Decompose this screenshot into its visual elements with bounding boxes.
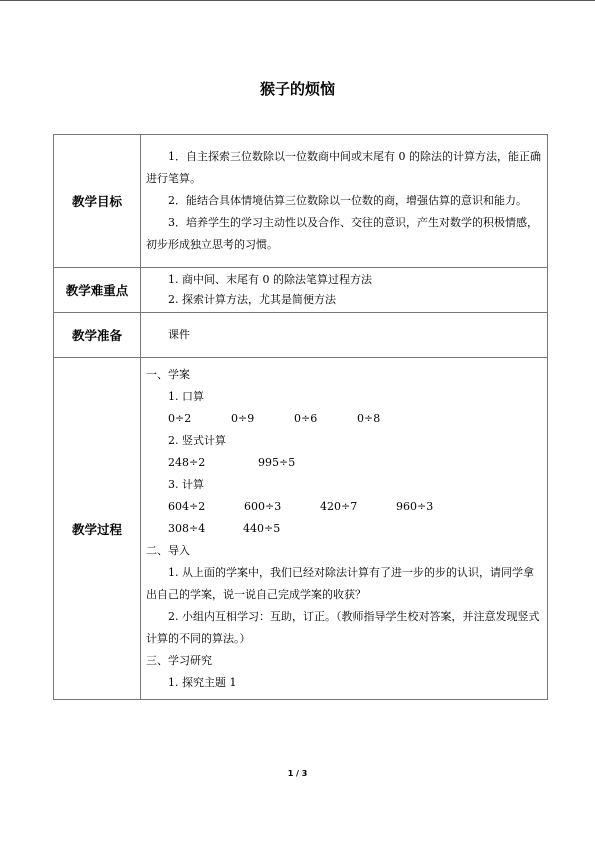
exercise-item: 440÷5: [243, 521, 281, 535]
oral-row: [146, 408, 543, 430]
key-point-item: 2. 探索计算方法，尤其是简便方法: [168, 293, 336, 306]
header-rule: [0, 0, 595, 1]
exercise-item: 995÷5: [258, 455, 296, 469]
table-row-process: [54, 358, 548, 700]
calc-row: [146, 518, 543, 540]
study-item: 1. 探究主题 1: [168, 675, 237, 689]
table-row-goals: [54, 135, 548, 268]
goal-item: 2．能结合具体情境估算三位数除以一位数的商，增强估算的意识和能力。: [168, 194, 527, 207]
exercise-item: 308÷4: [168, 521, 206, 535]
calc-row: [146, 496, 543, 518]
process-content: [141, 358, 548, 700]
intro-paragraph: 1. 从上面的学案中，我们已经对除法计算有了进一步的步的认识，请同学拿出自己的学案，说一说自己完成学案的收获？: [146, 565, 534, 601]
preparation-text: 课件: [168, 328, 190, 341]
key-points-label: 教学难重点: [54, 268, 141, 313]
exercise-item: 960÷3: [396, 499, 434, 513]
section-heading: 二、导入: [146, 543, 190, 557]
page-number: 1 / 3: [287, 769, 308, 778]
key-point-item: 1. 商中间、末尾有 0 的除法笔算过程方法: [168, 273, 372, 286]
lesson-plan-table: [53, 134, 548, 700]
exercise-item: 0÷9: [231, 411, 255, 425]
process-label: 教学过程: [54, 358, 141, 700]
preparation-label: 教学准备: [54, 313, 141, 358]
exercise-item: 600÷3: [244, 499, 282, 513]
preparation-content: [141, 313, 548, 358]
subsection-heading: 2. 竖式计算: [168, 433, 226, 447]
subsection-heading: 3. 计算: [168, 477, 204, 491]
exercise-item: 0÷8: [357, 411, 381, 425]
subsection-heading: 1. 口算: [168, 389, 204, 403]
goals-content: [141, 135, 548, 268]
exercise-item: 420÷7: [320, 499, 358, 513]
goal-item: 1．自主探索三位数除以一位数商中间或末尾有 0 的除法的计算方法，能正确进行笔算。: [146, 150, 541, 185]
exercise-item: 248÷2: [168, 455, 206, 469]
section-heading: 一、学案: [146, 367, 190, 381]
exercise-item: 0÷6: [294, 411, 318, 425]
section-heading: 三、学习研究: [146, 653, 212, 667]
goals-label: 教学目标: [54, 135, 141, 268]
key-points-content: [141, 268, 548, 313]
table-row-key-points: [54, 268, 548, 313]
exercise-item: 0÷2: [168, 411, 192, 425]
page-title: 猴子的烦恼: [259, 80, 335, 98]
goal-item: 3．培养学生的学习主动性以及合作、交往的意识，产生对数学的积极情感，初步形成独立思考的习惯。: [146, 216, 538, 251]
intro-paragraph: 2. 小组内互相学习：互助，订正。（教师指导学生校对答案，并注意发现竖式计算的不同的算法。）: [146, 609, 540, 645]
vertical-row: [146, 452, 543, 474]
table-row-preparation: [54, 313, 548, 358]
exercise-item: 604÷2: [168, 499, 206, 513]
